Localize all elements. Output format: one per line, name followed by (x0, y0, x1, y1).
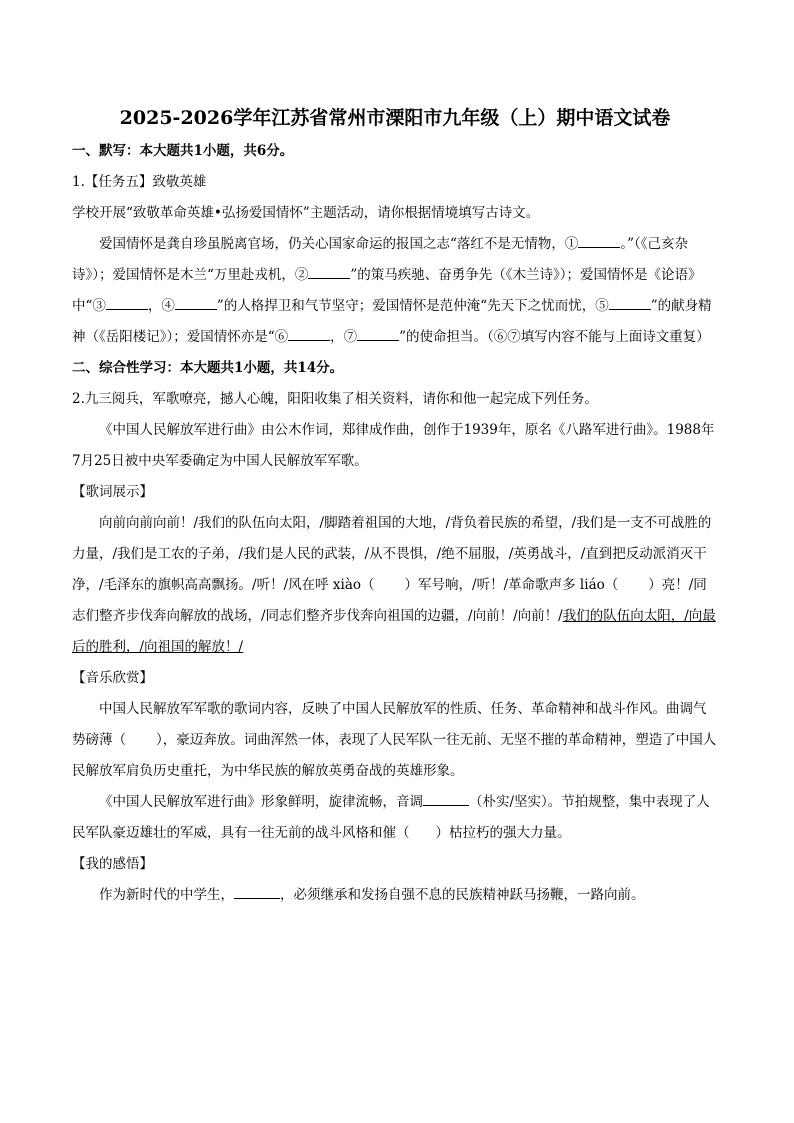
passage-seg6: ”的献身精神（《岳阳楼记》）；爱国情怀亦是“⑥ (72, 298, 712, 345)
exam-title: 2025-2026学年江苏省常州市溧阳市九年级（上）期中语文试卷 (119, 107, 671, 129)
music-paragraph-2 (72, 787, 718, 849)
blank-5[interactable] (609, 294, 651, 310)
blank-6[interactable] (288, 325, 330, 341)
question1-passage (72, 229, 718, 353)
blank-4[interactable] (175, 294, 217, 310)
lyrics-underlined: 我们的队伍向太阳，/向最后的胜利，/向祖国的解放！/ (72, 608, 716, 655)
question1-title: 1.【任务五】致敬英雄 (72, 174, 207, 190)
passage-seg5: ”的人格捍卫和气节坚守；爱国情怀是范仲淹“先天下之忧而忧，⑤ (216, 298, 609, 314)
music-p2-part-a: 《中国人民解放军进行曲》形象鲜明，旋律流畅，音调 (99, 794, 423, 810)
lyrics-part-c: ）亮！/同志们整齐步伐奔向解放的战场，/同志们整齐步伐奔向祖国的边疆，/向前！/向前！/ (72, 577, 707, 624)
lyrics-text (72, 508, 718, 663)
blank-1[interactable] (578, 232, 620, 248)
passage-seg4: ，④ (147, 298, 175, 314)
question2-background: 《中国人民解放军进行曲》由公木作词，郑律成作曲，创作于1939年，原名《八路军进行曲》。1988年7月25日被中央军委确定为中国人民解放军军歌。 (72, 422, 715, 469)
question2-intro: 2.九三阅兵，军歌嘹亮，撼人心魄，阳阳收集了相关资料，请你和他一起完成下列任务。 (72, 391, 598, 407)
passage-seg7: ，⑦ (330, 329, 358, 345)
feeling-part-b: ，必须继承和发扬自强不息的民族精神跃马扬鞭，一路向前。 (280, 887, 645, 903)
blank-feeling[interactable] (234, 883, 280, 899)
blank-3[interactable] (106, 294, 148, 310)
passage-seg1: 爱国情怀是龚自珍虽脱离官场，仍关心国家命运的报国之志“落红不是无情物，① (99, 236, 579, 252)
lyrics-heading: 【歌词展示】 (72, 484, 153, 500)
question1-intro: 学校开展“致敬革命英雄•弘扬爱国情怀”主题活动，请你根据情境填写古诗文。 (72, 205, 540, 221)
passage-seg2: 。”（《己亥杂诗》）；爱国情怀是木兰“万里赴戎机，② (72, 236, 689, 283)
music-p2-part-c: ）枯拉朽的强大力量。 (435, 825, 571, 841)
feeling-paragraph (72, 880, 718, 911)
section1-heading (72, 136, 718, 167)
blank-2[interactable] (308, 263, 350, 279)
passage-seg8: ”的使命担当。（⑥⑦填写内容不能与上面诗文重复） (399, 329, 710, 345)
blank-7[interactable] (357, 325, 399, 341)
blank-choice[interactable] (423, 790, 469, 806)
section1-heading-text: 一、默写：本大题共1小题，共6分。 (72, 143, 294, 159)
music-p1-part-a: 中国人民解放军军歌的歌词内容，反映了中国人民解放军的性质、任务、革命精神和战斗作风。曲调气势磅薄（ (72, 701, 707, 748)
feeling-part-a: 作为新时代的中学生， (99, 887, 234, 903)
music-p2-part-b: （朴实/坚实）。节拍规整，集中表现了人民军队豪迈雄壮的军威，具有一往无前的战斗风格和催（ (72, 794, 710, 841)
music-p1-part-b: ），豪迈奔放。词曲浑然一体，表现了人民军队一往无前、无坚不摧的革命精神，塑造了中国人民解放军肩负历史重托，为中华民族的解放英勇奋战的英雄形象。 (72, 732, 717, 779)
music-paragraph-1 (72, 694, 718, 787)
feeling-heading: 【我的感悟】 (72, 856, 153, 872)
lyrics-part-b: ）军号响，/听！/革命歌声多 liáo（ (404, 577, 619, 593)
passage-seg3: ”的策马疾驰、奋勇争先（《木兰诗》）；爱国情怀是《论语》中“③ (72, 267, 702, 314)
section2-heading (72, 353, 718, 384)
music-heading: 【音乐欣赏】 (72, 670, 153, 686)
section2-heading-text: 二、综合性学习：本大题共1小题，共14分。 (72, 360, 344, 376)
lyrics-part-a: 向前向前向前！/我们的队伍向太阳，/脚踏着祖国的大地，/背负着民族的希望，/我们是一支不可战胜的力量，/我们是工农的子弟，/我们是人民的武装，/从不畏惧，/绝不屈服，/英勇战斗，/直到把反动派消灭干净，/毛泽东的旗帜高高飘扬。/听！/风在呼 xiào（ (72, 515, 712, 593)
